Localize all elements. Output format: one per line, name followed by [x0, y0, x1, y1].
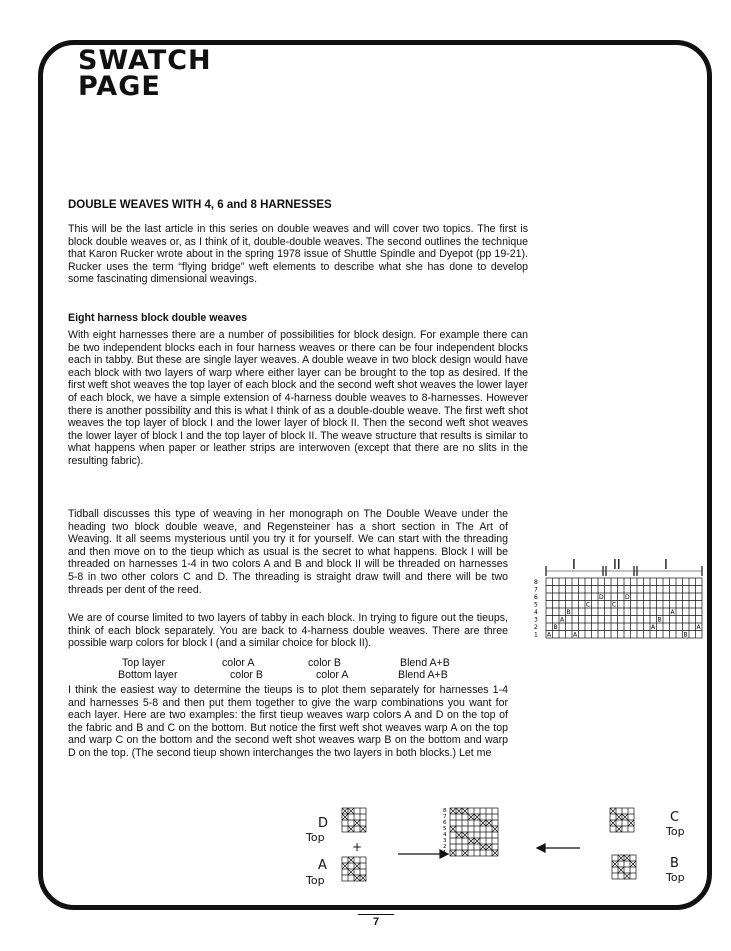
row-label: Bottom layer	[118, 669, 178, 681]
threading-diagram	[530, 558, 710, 642]
thread-cell-letter: B	[566, 609, 571, 617]
thread-cell-letter: D	[599, 594, 604, 602]
page-border	[38, 40, 712, 910]
tieup-harness-number: 6	[443, 820, 447, 826]
tieup-grid-b	[612, 855, 636, 879]
harness-number: 6	[534, 594, 538, 601]
thread-cell-letter: B	[683, 631, 688, 639]
thread-cell-letter: C	[586, 601, 591, 609]
harness-number: 5	[534, 601, 538, 609]
tieup-harness-number: 1	[443, 850, 447, 856]
label-top-4: Top	[666, 871, 685, 884]
tieup-grid-c	[610, 808, 634, 832]
section-subheading: Eight harness block double weaves	[68, 312, 247, 324]
tieup-grid-d	[342, 808, 366, 832]
tieup-diagram	[330, 800, 650, 890]
block-label-1: I	[572, 558, 576, 573]
body-paragraph-3: We are of course limited to two layers of tabby in each block. In trying to figure out the tieups, think of each block separately. You are back to 4-harness double weaves. There are three possible warp colors for block I (and a similar choice for block II).	[68, 612, 508, 650]
tieup-grid-a	[342, 857, 366, 881]
col-2: color A	[316, 669, 349, 681]
thread-cell-letter: A	[696, 624, 701, 632]
page-number: 7	[358, 914, 394, 928]
body-paragraph-1: With eight harnesses there are a number of possibilities for block design. For example there can be two independent blocks each in four harness weaves or there can be four independent blocks each in tabby. But these are single layer weaves. A double weave in two block design would have each block with two layers of warp where either layer can be brought to the top as desired. If the first weft shot weaves the top layer of each block and the second weft shot weaves the lower layer of each block, we have a simple extension of 4-harness double weaves to 8-harnesses. However there is another possibility and this is what I think of as a double-double weave. The first weft shot weaves the top layer of block I and the lower layer of block II. Then the second weft shot weaves the lower layer of block I and the top layer of block II. The weave structure that results is similar to what happens when paper or leather strips are interwoven (except that there are no slits in the resulting fabric).	[68, 329, 528, 467]
thread-cell-letter: D	[625, 594, 630, 602]
title-line-2: PAGE	[78, 71, 161, 102]
thread-cell-letter: C	[612, 601, 617, 609]
tieup-harness-number: 4	[443, 832, 447, 838]
thread-cell-letter: A	[651, 624, 656, 632]
thread-cell-letter: A	[560, 616, 565, 624]
block-label-3: I	[664, 558, 668, 573]
tieup-harness-number: 7	[443, 814, 447, 820]
body-paragraph-4: I think the easiest way to determine the tieups is to plot them separately for harnesses 1-4 and harnesses 5-8 and then put them together to give the warp combinations you want for each layer. Here are two examples: the first tieup weaves warp colors A and D on the top of the fabric and B and C on the bottom. But notice the first weft shot weaves warp A on the top and warp C on the bottom and the second weft shot weaves warp B on the bottom and warp D on the top. (The second tieup shown interchanges the two layers in both blocks.) Let me	[68, 684, 508, 759]
title-line-1: SWATCH	[78, 45, 212, 76]
harness-number: 8	[534, 579, 538, 586]
tieup-harness-number: 5	[443, 826, 447, 832]
page-title	[78, 45, 212, 102]
harness-number: 1	[534, 631, 538, 639]
label-top-2: Top	[306, 874, 325, 887]
thread-cell-letter: A	[573, 631, 578, 639]
harness-number: 7	[534, 586, 538, 594]
row-label: Top layer	[122, 657, 165, 669]
col-1: color B	[230, 669, 263, 681]
plus-sign: +	[352, 840, 363, 854]
tieup-harness-number: 2	[443, 844, 447, 850]
col-2: color B	[308, 657, 341, 669]
label-b: B	[670, 856, 679, 871]
body-paragraph-2: Tidball discusses this type of weaving in her monograph on The Double Weave under the heading two block double weave, and Regensteiner has a short section in The Art of Weaving. It all seems mysterious until you try it for yourself. We can start with the threading and then move on to the tieup which as usual is the secret to what happens. Block I will be threaded on harnesses 1-4 in two colors A and B and block II will be threaded on harnesses 5-8 in two other colors C and D. The threading is straight draw twill and there will be two threads per dent of the reed.	[68, 508, 508, 596]
label-d: D	[318, 816, 329, 831]
label-c: C	[670, 810, 680, 825]
article-heading: DOUBLE WEAVES WITH 4, 6 and 8 HARNESSES	[68, 199, 332, 211]
block-label-2: II	[613, 558, 621, 573]
thread-cell-letter: B	[553, 624, 558, 632]
col-3: Blend A+B	[398, 669, 448, 681]
harness-number: 3	[534, 616, 538, 624]
label-a: A	[318, 858, 327, 873]
tieup-harness-number: 3	[443, 838, 447, 844]
intro-paragraph: This will be the last article in this series on double weaves and will cover two topics. The first is block double weaves or, as I think of it, double-double weaves. The second outlines the technique that Karon Rucker wrote about in the spring 1978 issue of Shuttle Spindle and Dyepot (pp 19-21). Rucker uses the term “flying bridge” weft elements to describe what she has done to develop some fascinating dimensional weavings.	[68, 223, 528, 286]
col-1: color A	[222, 657, 255, 669]
label-top-3: Top	[666, 825, 685, 838]
harness-number: 2	[534, 624, 538, 631]
label-top-1: Top	[306, 831, 325, 844]
col-3: Blend A+B	[400, 657, 450, 669]
tieup-grid-combined	[450, 808, 498, 856]
harness-number: 4	[534, 609, 538, 616]
thread-cell-letter: A	[670, 609, 675, 617]
thread-cell-letter: B	[657, 616, 662, 624]
thread-cell-letter: A	[547, 631, 552, 639]
tieup-harness-number: 8	[443, 808, 447, 814]
